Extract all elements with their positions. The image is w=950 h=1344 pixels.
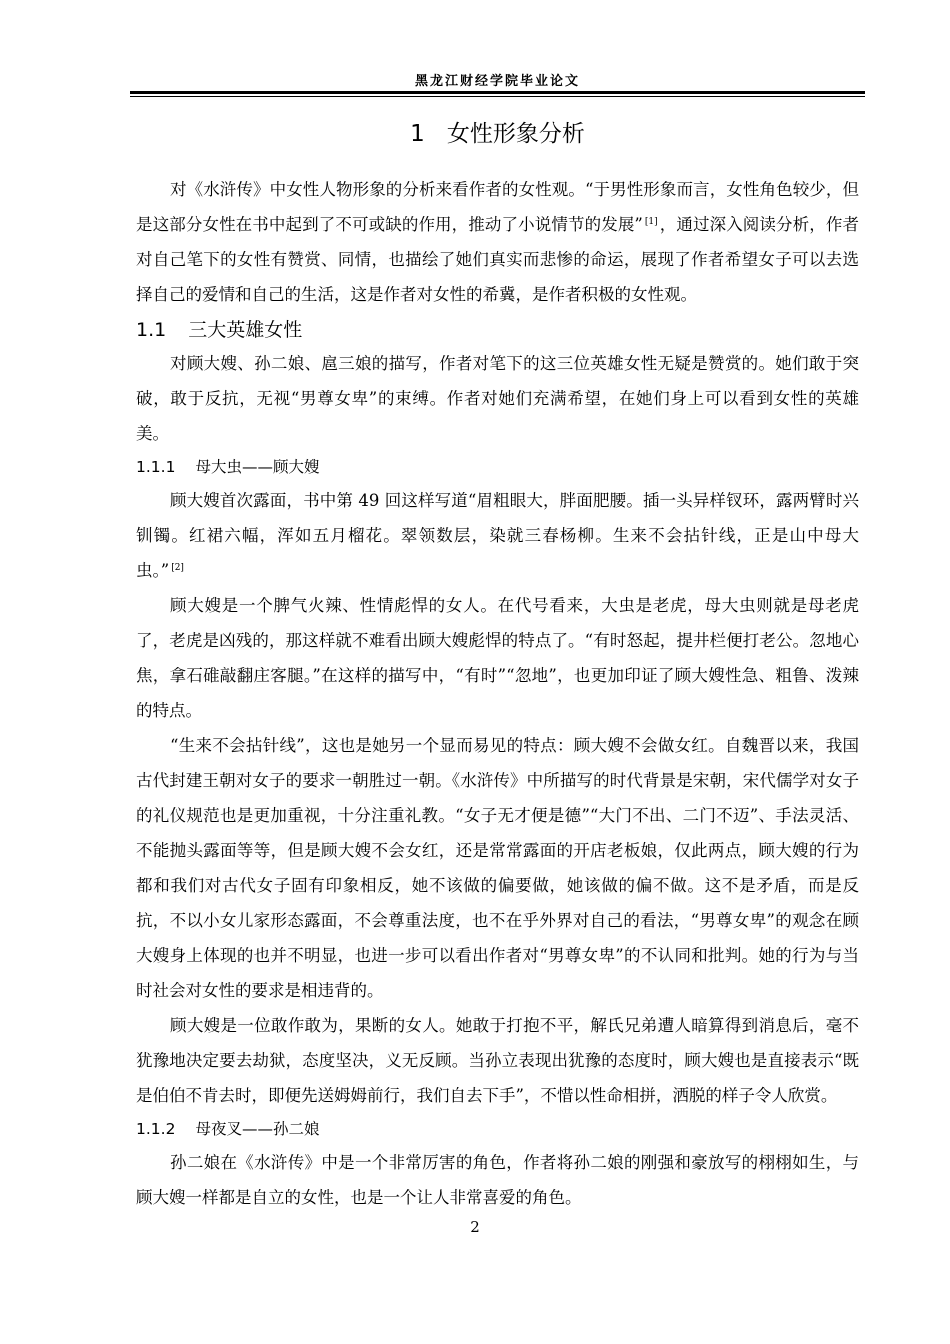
section-title: 三大英雄女性 xyxy=(188,319,303,341)
subsection-number: 1.1.2 xyxy=(136,1120,176,1138)
subsection-number: 1.1.1 xyxy=(136,458,176,476)
section-number: 1.1 xyxy=(136,319,167,341)
citation-ref-1[interactable]: [1] xyxy=(644,217,658,227)
body-text xyxy=(136,172,859,1215)
section-1-1-paragraph: 对顾大嫂、孙二娘、扈三娘的描写，作者对笔下的这三位英雄女性无疑是赞赏的。她们敢于突破，敢于反抗，无视“男尊女卑”的束缚。作者对她们充满希望，在她们身上可以看到女性的英雄美。 xyxy=(136,354,859,443)
page-number: 2 xyxy=(470,1218,480,1236)
citation-ref-2[interactable]: [2] xyxy=(171,563,184,573)
header-rule-thick xyxy=(130,91,865,94)
subsection-1-1-1-paragraph-1 xyxy=(136,483,859,588)
subsection-title: 母大虫——顾大嫂 xyxy=(195,458,320,476)
chapter-number: 1 xyxy=(410,121,425,147)
subsection-heading-1-1-2 xyxy=(136,1113,859,1145)
subsection-1-1-1-paragraph-3: “生来不会拈针线”，这也是她另一个显而易见的特点：顾大嫂不会做女红。自魏晋以来，我国古代封建王朝对女子的要求一朝胜过一朝。《水浒传》中所描写的时代背景是宋朝，宋代儒学对女子的礼仪规范也是更加重视，十分注重礼教。“女子无才便是德”“大门不出、二门不迈”、手法灵活、不能抛头露面等等，但是顾大嫂不会女红，还是常常露面的开店老板娘，仅此两点，顾大嫂的行为都和我们对古代女子固有印象相反，她不该做的偏要做，她该做的偏不做。这不是矛盾，而是反抗，不以小女儿家形态露面，不会尊重法度，也不在乎外界对自己的看法，“男尊女卑”的观念在顾大嫂身上体现的也并不明显，也进一步可以看出作者对“男尊女卑”的不认同和批判。她的行为与当时社会对女性的要求是相违背的。 xyxy=(136,736,859,1000)
running-header: 黑龙江财经学院毕业论文 xyxy=(414,74,580,89)
subsection-title: 母夜叉——孙二娘 xyxy=(195,1120,320,1138)
paragraph-text: 顾大嫂首次露面，书中第 49 回这样写道“眉粗眼大，胖面肥腰。插一头异样钗环，露两臂时兴钏镯。红裙六幅，浑如五月榴花。翠领数层，染就三春杨柳。生来不会拈针线，正是山中母大虫。” xyxy=(136,491,859,580)
subsection-heading-1-1-1 xyxy=(136,451,859,483)
header-rule-thin xyxy=(130,96,865,97)
intro-paragraph xyxy=(136,172,859,312)
chapter-title xyxy=(130,114,865,154)
intro-text-b: ，通过深入阅读分析，作者对自己笔下的女性有赞赏、同情，也描绘了她们真实而悲惨的命运，展现了作者希望女子可以去选择自己的爱情和自己的生活，这是作者对女性的希冀，是作者积极的女性观。 xyxy=(136,215,860,304)
section-heading-1-1 xyxy=(136,314,859,346)
chapter-title-text: 女性形象分析 xyxy=(446,121,585,147)
subsection-1-1-1-paragraph-2: 顾大嫂是一个脾气火辣、性情彪悍的女人。在代号看来，大虫是老虎，母大虫则就是母老虎了，老虎是凶残的，那这样就不难看出顾大嫂彪悍的特点了。“有时怒起，提井栏便打老公。忽地心焦，拿石碓敲翻庄客腿。”在这样的描写中，“有时”“忽地”，也更加印证了顾大嫂性急、粗鲁、泼辣的特点。 xyxy=(136,596,859,720)
subsection-1-1-2-paragraph: 孙二娘在《水浒传》中是一个非常厉害的角色，作者将孙二娘的刚强和豪放写的栩栩如生，与顾大嫂一样都是自立的女性，也是一个让人非常喜爱的角色。 xyxy=(136,1153,859,1207)
subsection-1-1-1-paragraph-4: 顾大嫂是一位敢作敢为，果断的女人。她敢于打抱不平，解氏兄弟遭人暗算得到消息后，毫不犹豫地决定要去劫狱，态度坚决，义无反顾。当孙立表现出犹豫的态度时，顾大嫂也是直接表示“既是伯伯不肯去时，即便先送姆姆前行，我们自去下手”，不惜以性命相拼，洒脱的样子令人欣赏。 xyxy=(136,1016,859,1105)
intro-text-a: 对《水浒传》中女性人物形象的分析来看作者的女性观。“于男性形象而言，女性角色较少，但是这部分女性在书中起到了不可或缺的作用，推动了小说情节的发展” xyxy=(136,180,859,234)
